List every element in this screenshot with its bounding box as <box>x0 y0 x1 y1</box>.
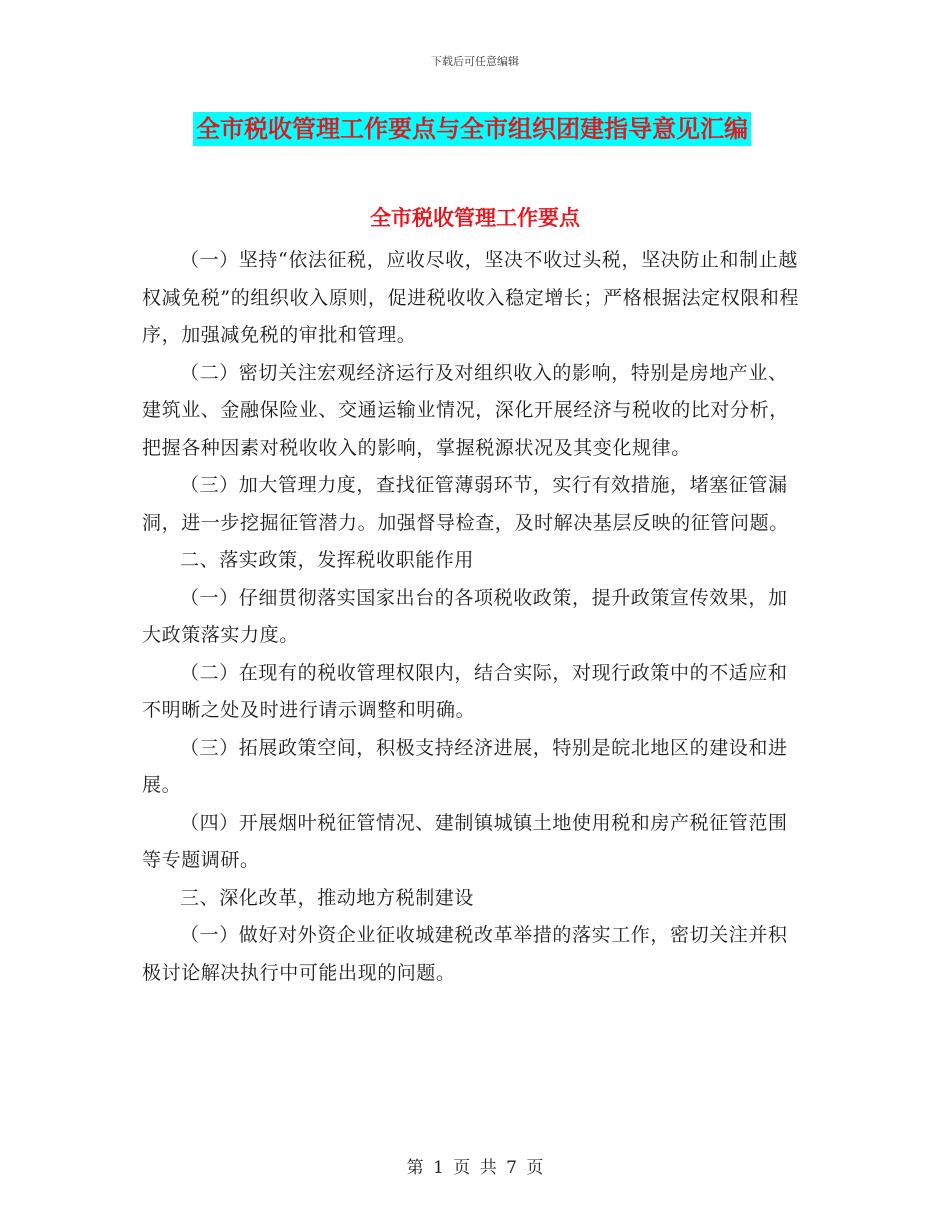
section-heading: 二、落实政策，发挥税收职能作用 <box>180 549 475 571</box>
document-title: 全市税收管理工作要点与全市组织团建指导意见汇编 <box>193 112 751 146</box>
paragraph: （三）拓展政策空间，积极支持经济进展，特别是皖北地区的建设和进展。 <box>142 736 788 796</box>
paragraph: （四）开展烟叶税征管情况、建制镇城镇土地使用税和房产税征管范围等专题调研。 <box>142 811 788 871</box>
section-title: 全市税收管理工作要点 <box>370 205 580 230</box>
section-heading: 三、深化改革，推动地方税制建设 <box>180 886 475 909</box>
page-number-footer: 第 1 页 共 7 页 <box>406 1158 544 1178</box>
paragraph: （一）坚持“依法征税，应收尽收，坚决不收过头税，坚决防止和制止越权减免税”的组织收入原则，促进税收收入稳定增长；严格根据法定权限和程序，加强减免税的审批和管理。 <box>142 249 800 346</box>
paragraph: （一）仔细贯彻落实国家出台的各项税收政策，提升政策宣传效果，加大政策落实力度。 <box>142 586 788 646</box>
paragraph: （二）密切关注宏观经济运行及对组织收入的影响，特别是房地产业、建筑业、金融保险业、交通运输业情况，深化开展经济与税收的比对分析，把握各种因素对税收收入的影响，掌握税源状况及其变化规律。 <box>142 361 789 459</box>
paragraph: （一）做好对外资企业征收城建税改革举措的落实工作，密切关注并积极讨论解决执行中可能出现的问题。 <box>142 924 788 984</box>
header-note: 下载后可任意编辑 <box>431 55 519 68</box>
document-body <box>142 242 802 992</box>
paragraph: （三）加大管理力度，查找征管薄弱环节，实行有效措施，堵塞征管漏洞，进一步挖掘征管潜力。加强督导检查，及时解决基层反映的征管问题。 <box>142 474 789 534</box>
paragraph: （二）在现有的税收管理权限内，结合实际，对现行政策中的不适应和不明晰之处及时进行请示调整和明确。 <box>142 661 788 721</box>
